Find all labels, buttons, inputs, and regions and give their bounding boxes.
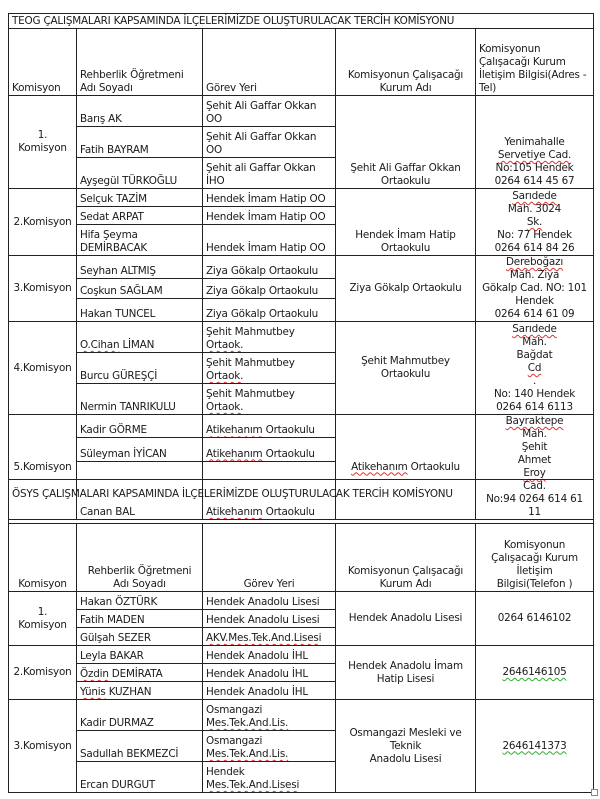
iletisim-cell: Bayraktepe Mah. Şehit Ahmet Eroy Cad. No:94 0264 614 61 11 [476,415,594,520]
member-name: Barış AK [77,96,203,127]
iletisim-cell: 2646141373 [476,700,594,793]
header-gorev-yeri: Görev Yeri [203,524,336,592]
header-komisyon: Komisyon [9,29,77,96]
table-resize-handle[interactable] [591,789,598,796]
header-iletisim: Komisyonun Çalışacağı Kurum İletişim Bilgisi(Adres - Tel) [476,29,594,96]
member-name: Fatih MADEN [77,610,203,628]
member-gorev: Hendek Anadolu Lisesi [203,592,336,610]
komisyon-cell: 2.Komisyon [9,646,77,700]
header-iletisim: Komisyonun Çalışacağı Kurum İletişim Bilgisi(Telefon ) [476,524,594,592]
member-gorev: Ziya Gökalp Ortaokulu [203,278,336,299]
member-name: Süleyman İYİCAN [77,438,203,461]
member-gorev: Şehit Mahmutbey Ortaok. [203,353,336,384]
member-gorev: Osmangazi Mes.Tek.And.Lis. [203,700,336,731]
member-gorev: Hendek İmam Hatip OO [203,225,336,256]
osys-table-title: ÖSYS ÇALIŞMALARI KAPSAMINDA İLÇELERİMİZDE OLUŞTURULACAK TERCİH KOMİSYONU [9,480,594,524]
kurum-adi-cell: Şehit Mahmutbey Ortaokulu [336,322,476,415]
komisyon-cell: 5.Komisyon [9,415,77,520]
member-gorev: Hendek Anadolu İHL [203,682,336,700]
member-gorev: Hendek Anadolu İHL [203,646,336,664]
table-row [9,646,594,664]
iletisim-cell: 2646146105 [476,646,594,700]
table-row [9,592,594,610]
member-name: Nermin TANRIKULU [77,384,203,415]
member-name: Coşkun SAĞLAM [77,278,203,299]
member-name: Yünis KUZHAN [77,682,203,700]
table-row [9,322,594,353]
osys-commission-table [8,479,594,793]
member-name: Hakan TUNCEL [77,299,203,322]
member-gorev: Osmangazi Mes.Tek.And.Lis. [203,731,336,762]
kurum-adi-cell: Atikehanım Ortaokulu [336,415,476,520]
member-name: Selçuk TAZİM [77,189,203,207]
kurum-adi-cell: Ziya Gökalp Ortaokulu [336,256,476,322]
teog-table-title: TEOG ÇALIŞMALARI KAPSAMINDA İLÇELERİMİZDE OLUŞTURULACAK TERCİH KOMİSYONU [9,14,594,29]
member-gorev: Hendek Anadolu İHL [203,664,336,682]
member-gorev: Atikehanım Ortaokulu [203,461,336,519]
member-name: O.Cihan LİMAN [77,322,203,353]
member-gorev: Hendek İmam Hatip OO [203,189,336,207]
iletisim-cell: Sarıdede Mah. Bağdat Cd . No: 140 Hendek 0264 614 6113 [476,322,594,415]
member-gorev: Şehit Mahmutbey Ortaok. [203,384,336,415]
komisyon-cell: 4.Komisyon [9,322,77,415]
komisyon-cell: 1. Komisyon [9,96,77,189]
member-name: Hakan ÖZTÜRK [77,592,203,610]
komisyon-cell: 2.Komisyon [9,189,77,256]
header-kurum-adi: Komisyonun Çalışacağı Kurum Adı [336,29,476,96]
member-name: Seyhan ALTMIŞ [77,256,203,279]
kurum-adi-cell: Hendek Anadolu Lisesi [336,592,476,646]
table-row [9,256,594,279]
kurum-adi-cell: Hendek Anadolu İmam Hatip Lisesi [336,646,476,700]
member-name: Canan BAL [77,461,203,519]
member-gorev: Şehit Mahmutbey Ortaok. [203,322,336,353]
header-ogretmen: Rehberlik Öğretmeni Adı Soyadı [77,29,203,96]
member-name: Sedat ARPAT [77,207,203,225]
header-komisyon: Komisyon [9,524,77,592]
member-name: Burcu GÜREŞÇİ [77,353,203,384]
member-name: Kadir GÖRME [77,415,203,438]
member-name: Gülşah SEZER [77,628,203,646]
member-name: Hifa Şeyma DEMİRBACAK [77,225,203,256]
member-gorev: Şehit ali Gaffar Okkan İHO [203,158,336,189]
member-gorev: Hendek İmam Hatip OO [203,207,336,225]
komisyon-cell: 3.Komisyon [9,256,77,322]
member-gorev: Ziya Gökalp Ortaokulu [203,299,336,322]
komisyon-cell: 1. Komisyon [9,592,77,646]
member-name: Sadullah BEKMEZCİ [77,731,203,762]
member-name: Ayşegül TÜRKOĞLU [77,158,203,189]
header-kurum-adi: Komisyonun Çalışacağı Kurum Adı [336,524,476,592]
member-gorev: Atikehanım Ortaokulu [203,415,336,438]
member-gorev: Ziya Gökalp Ortaokulu [203,256,336,279]
table-row [9,96,594,127]
iletisim-cell: 0264 6146102 [476,592,594,646]
table-row [9,189,594,207]
member-name: Fatih BAYRAM [77,127,203,158]
kurum-adi-cell: Osmangazi Mesleki ve Teknik Anadolu Lisesi [336,700,476,793]
iletisim-cell: Sarıdede Mah. 3024 Sk. No: 77 Hendek 0264 614 84 26 [476,189,594,256]
kurum-adi-cell: Şehit Ali Gaffar Okkan Ortaokulu [336,96,476,189]
header-ogretmen: Rehberlik Öğretmeni Adı Soyadı [77,524,203,592]
teog-commission-table [8,13,594,520]
member-name: Özdin DEMİRATA [77,664,203,682]
member-name: Leyla BAKAR [77,646,203,664]
member-gorev: AKV.Mes.Tek.And.Lisesi [203,628,336,646]
member-name: Kadir DURMAZ [77,700,203,731]
header-gorev-yeri: Görev Yeri [203,29,336,96]
komisyon-cell: 3.Komisyon [9,700,77,793]
member-gorev: Hendek Anadolu Lisesi [203,610,336,628]
member-name: Ercan DURGUT [77,762,203,793]
kurum-adi-cell: Hendek İmam Hatip Ortaokulu [336,189,476,256]
table-row [9,700,594,731]
member-gorev: Hendek Mes.Tek.And.Lisesi [203,762,336,793]
table-row [9,415,594,438]
member-gorev: Şehit Ali Gaffar Okkan OO [203,127,336,158]
member-gorev: Atikehanım Ortaokulu [203,438,336,461]
iletisim-cell: Yenimahalle Servetiye Cad. No:105 Hendek 0264 614 45 67 [476,96,594,189]
member-gorev: Şehit Ali Gaffar Okkan OO [203,96,336,127]
iletisim-cell: Dereboğazı Mah. Ziya Gökalp Cad. NO: 101 Hendek 0264 614 61 09 [476,256,594,322]
